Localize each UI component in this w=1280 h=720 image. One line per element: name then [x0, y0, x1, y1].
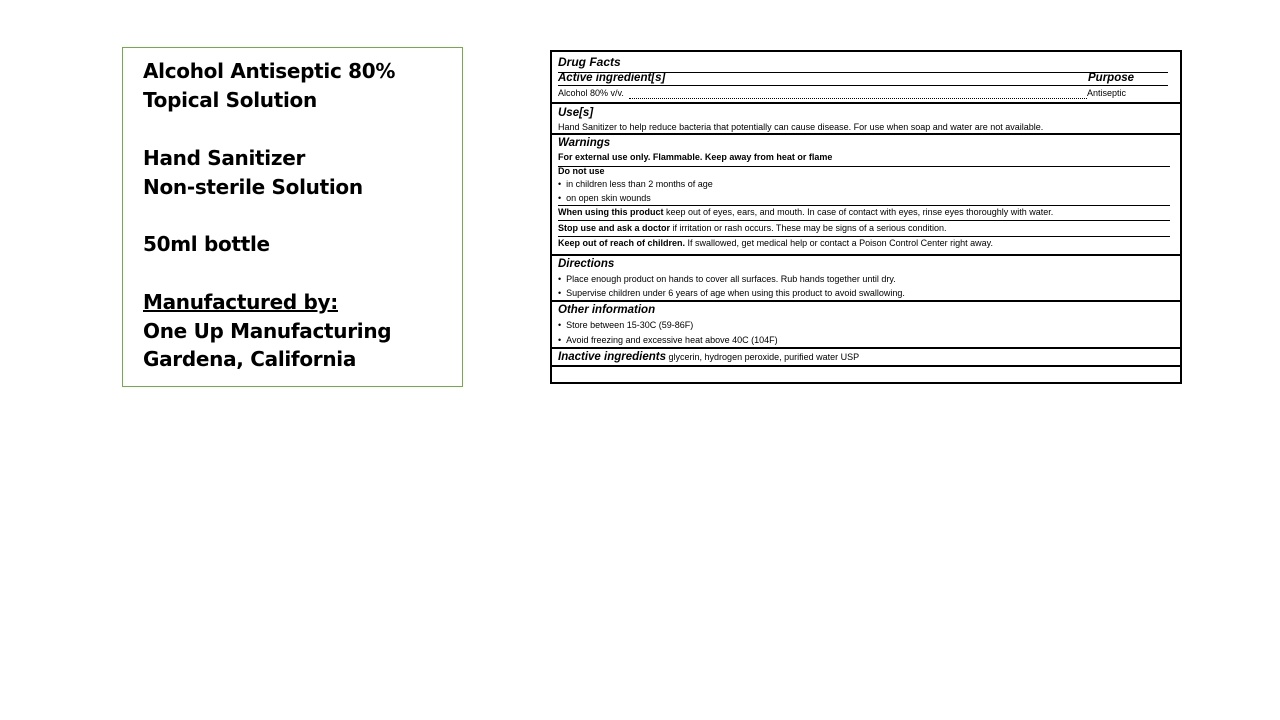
manufacturer-name: One Up Manufacturing: [143, 319, 392, 343]
other-info-item: • Store between 15-30C (59-86F): [558, 320, 693, 331]
keep-out-lead: Keep out of reach of children.: [558, 238, 686, 248]
manufactured-by-heading: Manufactured by:: [143, 290, 338, 314]
stop-use-lead: Stop use and ask a doctor: [558, 223, 671, 233]
directions-item: • Place enough product on hands to cover all surfaces. Rub hands together until dry.: [558, 274, 896, 285]
section-rule-uses: [552, 102, 1180, 104]
directions-heading: Directions: [558, 258, 615, 270]
purpose-heading: Purpose: [1088, 72, 1135, 84]
section-rule-inactive: [552, 347, 1180, 349]
product-type-line1: Hand Sanitizer: [143, 146, 306, 170]
when-using-warning: [558, 207, 1053, 218]
active-ingredient-value: Alcohol 80% v/v.: [558, 88, 624, 98]
inactive-ingredients-line: [558, 351, 859, 364]
do-not-use-heading: Do not use: [558, 166, 605, 176]
other-info-heading: Other information: [558, 304, 656, 316]
keep-out-text: If swallowed, get medical help or contact a Poison Control Center right away.: [687, 238, 994, 248]
bottle-size: 50ml bottle: [143, 232, 270, 256]
when-using-text: keep out of eyes, ears, and mouth. In case of contact with eyes, rinse eyes thoroughly with water.: [666, 207, 1054, 217]
leader-dots: [629, 97, 1087, 99]
product-name-line1: Alcohol Antiseptic 80%: [143, 59, 396, 83]
warning-rule-2: [558, 205, 1170, 206]
warning-rule-4: [558, 236, 1170, 237]
when-using-lead: When using this product: [558, 207, 664, 217]
do-not-use-item: • on open skin wounds: [558, 193, 651, 204]
inactive-heading: Inactive ingredients: [558, 351, 667, 363]
keep-out-warning: [558, 238, 993, 249]
warnings-heading: Warnings: [558, 137, 611, 149]
uses-heading: Use[s]: [558, 107, 594, 119]
section-rule-directions: [552, 254, 1180, 256]
product-label-box: [122, 47, 463, 387]
drug-facts-title: Drug Facts: [558, 55, 621, 69]
warning-rule-3: [558, 220, 1170, 221]
product-name-line2: Topical Solution: [143, 88, 317, 112]
drug-facts-panel: [550, 50, 1182, 384]
active-rule: [558, 85, 1168, 86]
stop-use-text: if irritation or rash occurs. These may be signs of a serious condition.: [672, 223, 947, 233]
stop-use-warning: [558, 223, 947, 234]
product-type-line2: Non-sterile Solution: [143, 175, 363, 199]
external-use-warning: For external use only. Flammable. Keep away from heat or flame: [558, 152, 833, 162]
active-ingredient-heading: Active ingredient[s]: [558, 72, 666, 84]
other-info-item: • Avoid freezing and excessive heat above 40C (104F): [558, 335, 778, 346]
inactive-text: glycerin, hydrogen peroxide, purified water USP: [668, 352, 860, 362]
section-rule-bottom: [552, 365, 1180, 367]
manufacturer-location: Gardena, California: [143, 347, 357, 371]
section-rule-warnings: [552, 133, 1180, 135]
purpose-value: Antiseptic: [1087, 88, 1127, 98]
uses-text: Hand Sanitizer to help reduce bacteria that potentially can cause disease. For use when soap and water are not available.: [558, 122, 1044, 132]
directions-item: • Supervise children under 6 years of age when using this product to avoid swallowing.: [558, 288, 905, 299]
section-rule-other: [552, 300, 1180, 302]
warning-rule-1: [558, 166, 1170, 167]
do-not-use-item: • in children less than 2 months of age: [558, 179, 713, 190]
